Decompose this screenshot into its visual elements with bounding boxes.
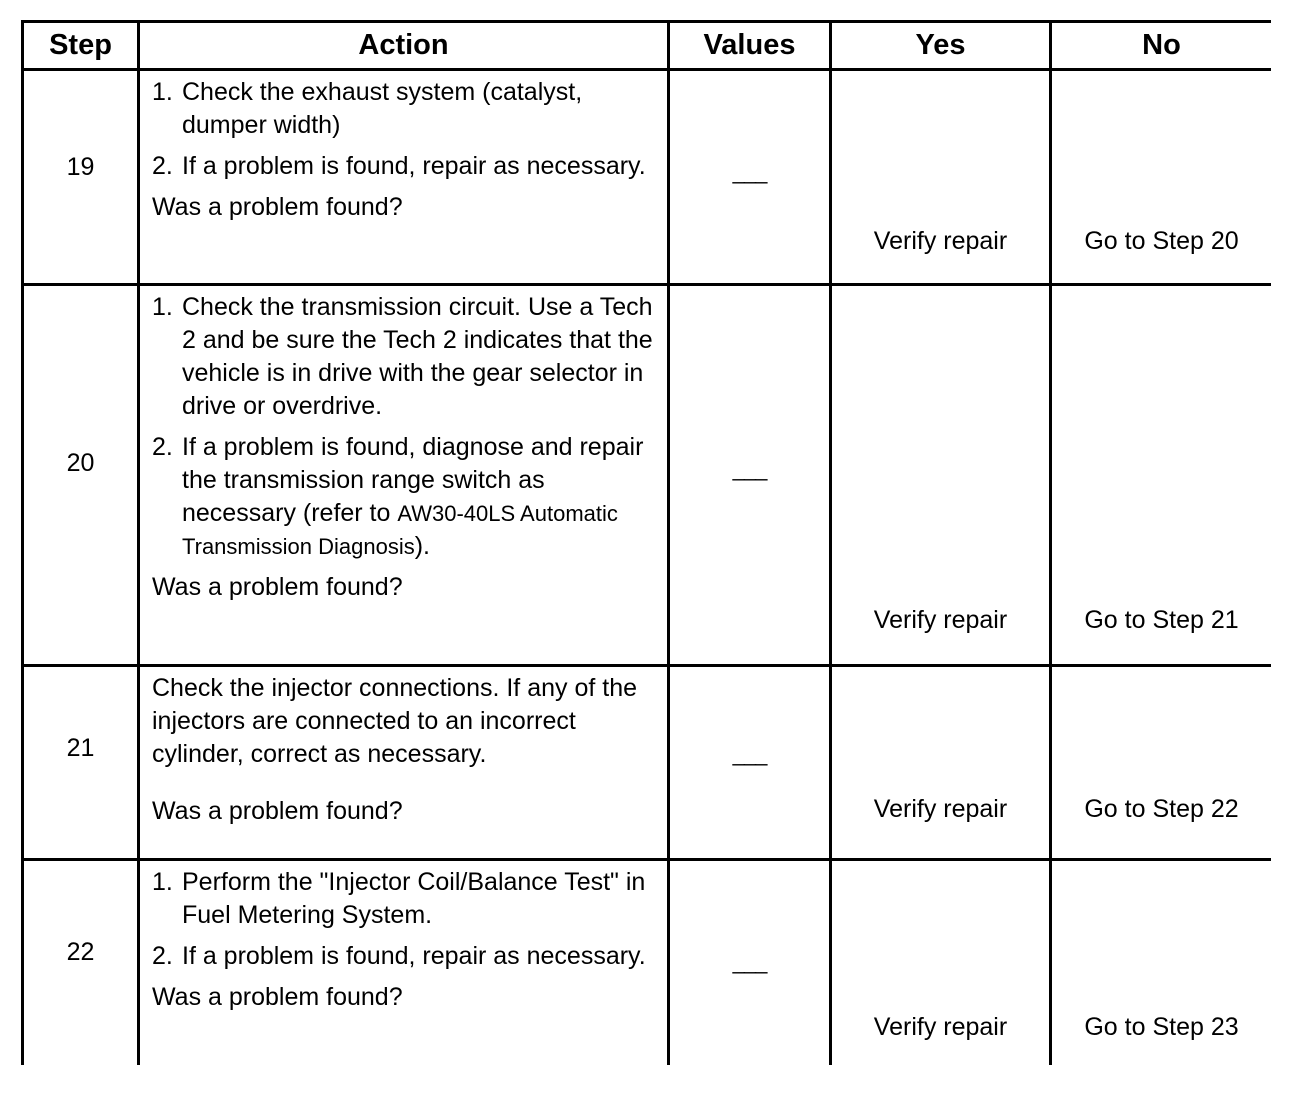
action-cell — [139, 285, 669, 666]
step-number: 19 — [66, 153, 95, 181]
action-cell — [139, 860, 669, 1066]
table-row-step-21 — [23, 666, 1272, 860]
yes-result: Verify repair — [873, 606, 1008, 634]
values-cell — [669, 860, 831, 1066]
action-step-item: 2. If a problem is found, diagnose and repair the transmission range switch as necessary (refer to AW30-40LS Automatic Transmission Diagnosis). — [152, 433, 644, 560]
yes-cell — [831, 70, 1051, 285]
action-step-item: 2. If a problem is found, repair as necessary. — [152, 152, 646, 180]
yes-result: Verify repair — [873, 227, 1008, 255]
no-result: Go to Step 21 — [1084, 606, 1239, 634]
diagnostic-steps-table — [21, 20, 1271, 1065]
action-step-item: 1. Check the transmission circuit. Use a Tech 2 and be sure the Tech 2 indicates that the vehicle is in drive with the gear selector in drive or overdrive. — [152, 293, 653, 420]
no-cell — [1051, 860, 1272, 1066]
action-step-item: 1. Check the exhaust system (catalyst, dumper width) — [152, 78, 583, 139]
no-cell — [1051, 70, 1272, 285]
values-placeholder: ___ — [732, 741, 767, 766]
action-step-item: 2. If a problem is found, repair as necessary. — [152, 942, 646, 970]
header-values: Values — [669, 22, 831, 70]
action-steps-list — [152, 291, 657, 563]
action-question: Was a problem found? — [152, 983, 403, 1011]
no-cell — [1051, 285, 1272, 666]
step-number: 22 — [66, 938, 95, 966]
values-placeholder: ___ — [732, 159, 767, 184]
header-row — [23, 22, 1272, 70]
step-cell — [23, 666, 139, 860]
no-result: Go to Step 22 — [1084, 795, 1239, 823]
values-cell — [669, 285, 831, 666]
step-number: 20 — [66, 449, 95, 477]
yes-result: Verify repair — [873, 1013, 1008, 1041]
action-question: Was a problem found? — [152, 573, 403, 601]
action-question: Was a problem found? — [152, 193, 403, 221]
table-row-step-19 — [23, 70, 1272, 285]
action-step-item: 1. Perform the "Injector Coil/Balance Test" in Fuel Metering System. — [152, 868, 646, 929]
reference-link-text: AW30-40LS Automatic Transmission Diagnosis — [182, 501, 618, 559]
step-cell — [23, 860, 139, 1066]
header-yes: Yes — [831, 22, 1051, 70]
action-question: Was a problem found? — [152, 797, 403, 825]
yes-cell — [831, 860, 1051, 1066]
header-no: No — [1051, 22, 1272, 70]
step-cell — [23, 70, 139, 285]
no-cell — [1051, 666, 1272, 860]
action-steps-list — [152, 76, 657, 183]
values-placeholder: ___ — [732, 949, 767, 974]
no-result: Go to Step 23 — [1084, 1013, 1239, 1041]
header-step: Step — [23, 22, 139, 70]
action-text: Check the injector connections. If any of the injectors are connected to an incorrect cylinder, correct as necessary. — [152, 674, 637, 768]
action-cell — [139, 70, 669, 285]
values-placeholder: ___ — [732, 456, 767, 481]
yes-cell — [831, 666, 1051, 860]
header-action: Action — [139, 22, 669, 70]
values-cell — [669, 666, 831, 860]
yes-result: Verify repair — [873, 795, 1008, 823]
table-row-step-20 — [23, 285, 1272, 666]
action-steps-list — [152, 866, 657, 973]
no-result: Go to Step 20 — [1084, 227, 1239, 255]
values-cell — [669, 70, 831, 285]
step-number: 21 — [66, 734, 95, 762]
step-cell — [23, 285, 139, 666]
diagnostic-table-container — [21, 20, 1271, 1065]
yes-cell — [831, 285, 1051, 666]
action-cell — [139, 666, 669, 860]
table-row-step-22 — [23, 860, 1272, 1066]
